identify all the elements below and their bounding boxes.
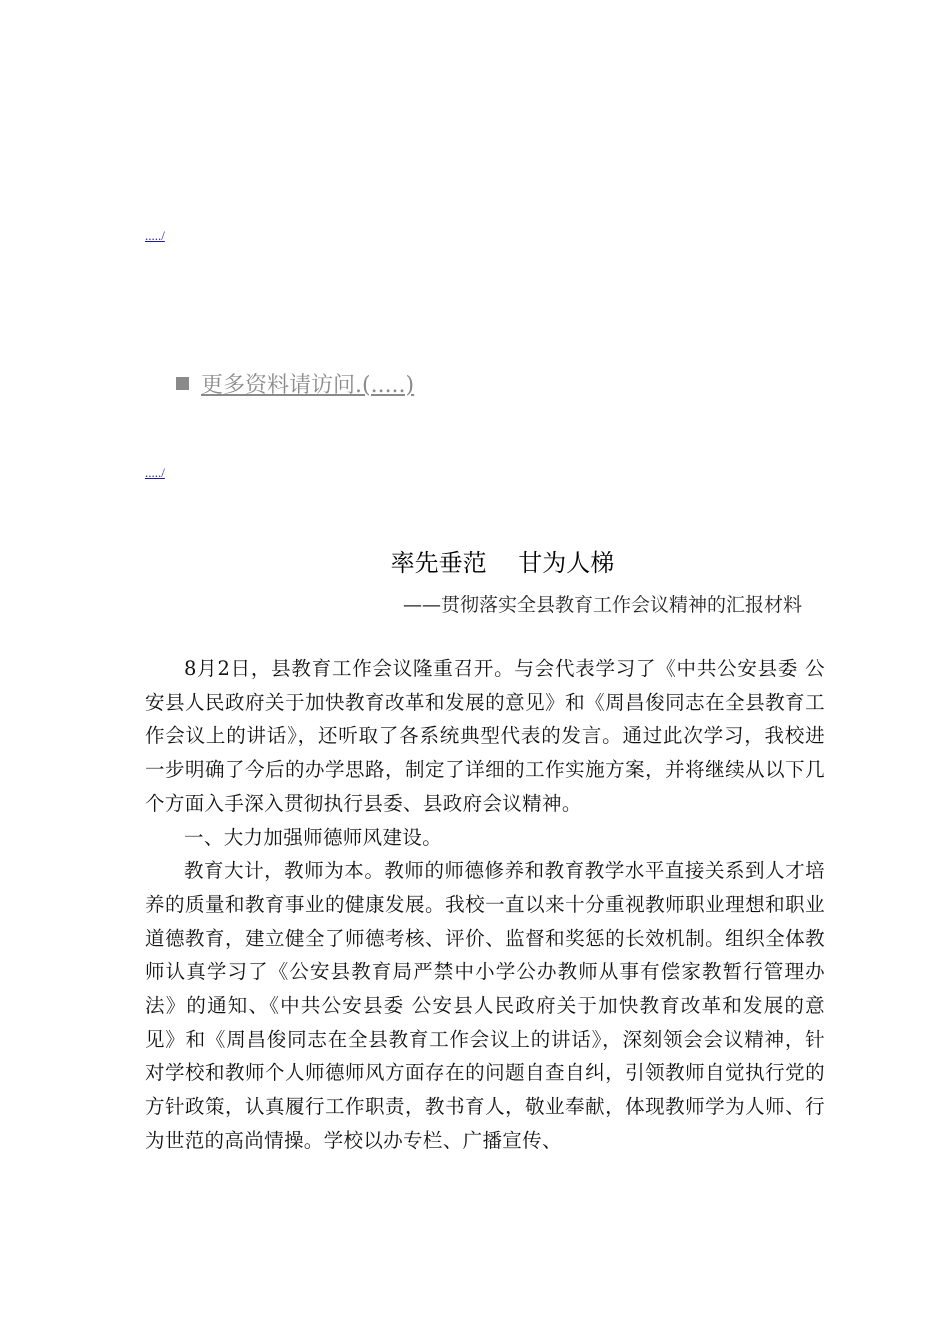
promo-link[interactable]: 更多资料请访问.(.....) <box>201 373 415 398</box>
document-title: 率先垂范 甘为人梯 <box>390 549 615 577</box>
section-heading-1: 一、大力加强师德师风建设。 <box>184 825 443 849</box>
document-subtitle: ——贯彻落实全县教育工作会议精神的汇报材料 <box>402 594 802 616</box>
paragraph-section-1: 教育大计，教师为本。教师的师德修养和教育教学水平直接关系到人才培养的质量和教育事业的健康发展。我校一直以来十分重视教师职业理想和职业道德教育，建立健全了师德考核、评价、监督和奖惩的长效机制。组织全体教师认真学习了《公安县教育局严禁中小学公办教师从事有偿家教暂行管理办法》的通知、《中共公安县委 公安县人民政府关于加快教育改革和发展的意见》和《周昌俊同志在全县教育工作会议上的讲话》，深刻领会会议精神，针对学校和教师个人师德师风方面存在的问题自查自纠，引领教师自觉执行党的方针政策，认真履行工作职责，教书育人，敬业奉献，体现教师学为人师、行为世范的高尚情操。学校以办专栏、广播宣传、 <box>145 859 825 1152</box>
header-link-1[interactable]: ...../ <box>145 228 165 243</box>
promo-line <box>176 372 414 400</box>
paragraph-intro: 8月2日，县教育工作会议隆重召开。与会代表学习了《中共公安县委 公安县人民政府关于加快教育改革和发展的意见》和《周昌俊同志在全县教育工作会议上的讲话》，还听取了各系统典型代表的发言。通过此次学习，我校进一步明确了今后的办学思路，制定了详细的工作实施方案，并将继续从以下几个方面入手深入贯彻执行县委、县政府会议精神。 <box>145 657 825 815</box>
square-bullet-icon <box>176 377 189 390</box>
document-body <box>145 652 825 1158</box>
header-link-2[interactable]: ...../ <box>145 465 165 480</box>
